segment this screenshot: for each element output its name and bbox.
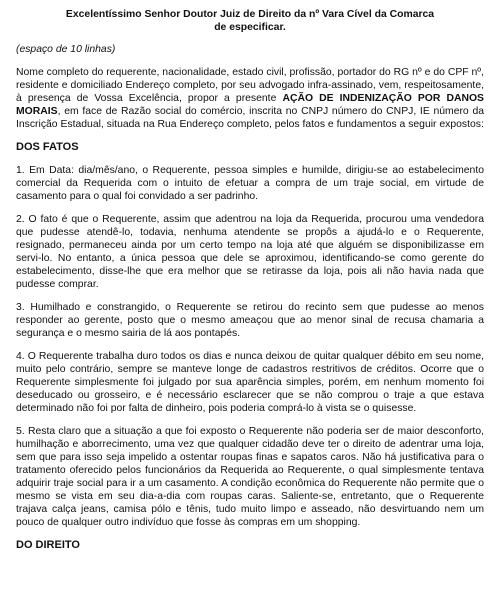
intro-paragraph bbox=[16, 66, 484, 131]
document-header bbox=[16, 8, 484, 34]
fact-paragraph-5: 5. Resta claro que a situação a que foi exposto o Requerente não poderia ser de maior desconforto, humilhação e aborrecimento, uma vez que qualquer cidadão deve ter o direito de adentrar uma loja, sem que para isso seja impelido a ostentar roupas finas e sapatos caros. Não há justificativa para o tratamento oferecido pelos funcionários da Requerida ao Requerente, o qual simplesmente tentava adquirir traje social para ir a um casamento. A condição econômica do Requerente não permite que o mesmo se vista em seu dia-a-dia com roupas caras. Saliente-se, entretanto, que o Requerente trajava calça jeans, camisa pólo e tênis, tudo muito limpo e asseado, não desvirtuando nem um pouco de qualquer outro indivíduo que fosse às compras em um shopping. bbox=[16, 426, 484, 528]
header-line-2: de especificar. bbox=[214, 22, 286, 33]
fact-paragraph-4: 4. O Requerente trabalha duro todos os dias e nunca deixou de quitar qualquer débito em seu nome, muito pelo contrário, sempre se manteve longe de cadastros restritivos de créditos. Ocorre que o Requerente simplesmente foi julgado por sua aparência simples, porém, em nenhum momento foi deseducado ou grosseiro, e é necessário esclarecer que se não comprou o traje a que estava determinado não foi por falta de dinheiro, pois poderia comprá-lo à vista se o quisesse. bbox=[16, 351, 484, 414]
law-heading: DO DIREITO bbox=[16, 539, 80, 551]
action-title: AÇÃO DE INDENIZAÇÃO POR DANOS MORAIS bbox=[16, 93, 484, 117]
facts-heading: DOS FATOS bbox=[16, 141, 79, 153]
fact-paragraph-1: 1. Em Data: dia/mês/ano, o Requerente, pessoa simples e humilde, dirigiu-se ao estabelecimento comercial da Requerida com o intuito de efetuar a compra de um traje social, em virtude de casamento para o qual foi convidado a ser padrinho. bbox=[16, 165, 484, 202]
header-line-1: Excelentíssimo Senhor Doutor Juiz de Direito da nº Vara Cível da Comarca bbox=[65, 9, 435, 20]
fact-paragraph-3: 3. Humilhado e constrangido, o Requerente se retirou do recinto sem que pudesse ao menos responder ao gerente, posto que o mesmo ameaçou que ao menor sinal de recusa chamaria a segurança e o mesmo sairia de lá aos pontapés. bbox=[16, 302, 484, 339]
intro-text-part-1: Nome completo do requerente, nacionalidade, estado civil, profissão, portador do RG nº e do CPF nº, residente e domiciliado Endereço completo, por seu advogado infra-assinado, vem, respeitosamente, à presença de Vossa Excelência, propor a presente bbox=[16, 67, 484, 104]
intro-text-part-2: , em face de Razão social do comércio, inscrita no CNPJ número do CNPJ, IE número da Inscrição Estadual, situada na Rua Endereço completo, pelos fatos e fundamentos a seguir expostos: bbox=[16, 106, 484, 130]
spacing-note: (espaço de 10 linhas) bbox=[16, 44, 116, 55]
fact-paragraph-2: 2. O fato é que o Requerente, assim que adentrou na loja da Requerida, procurou uma vendedora que pudesse atendê-lo, todavia, nenhuma atendente se propôs a ajudá-lo e o Requerente, resignado, permaneceu ainda por um certo tempo na loja até que alguém se disponibilizasse em servi-lo. No entanto, a única pessoa que dele se aproximou, identificando-se como gerente do estabelecimento, disse-lhe que era melhor que se retirasse da loja, pois ali não havia nada que pudesse comprar. bbox=[16, 214, 484, 290]
